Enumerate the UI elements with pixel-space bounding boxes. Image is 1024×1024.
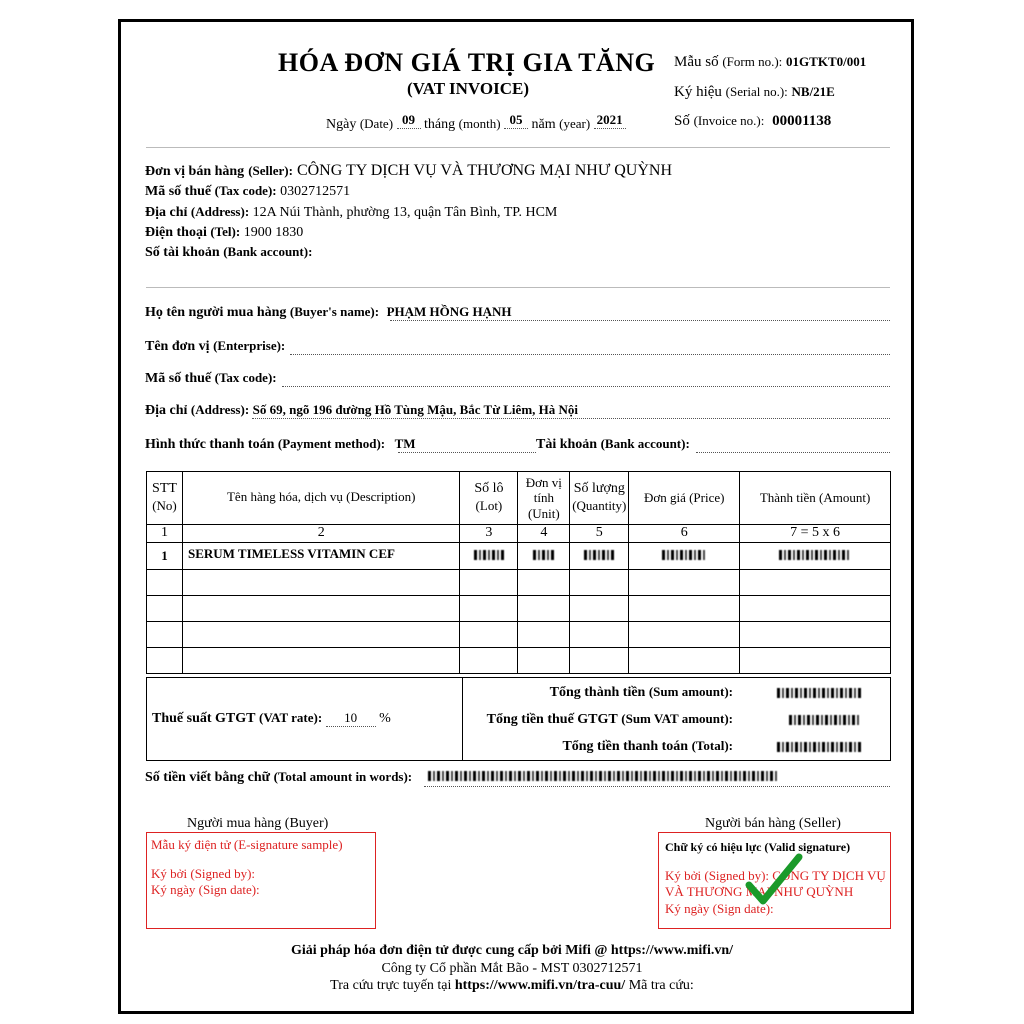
seller-bank-label-en: (Bank account): — [223, 244, 313, 259]
date-year: 2021 — [594, 112, 626, 129]
buyer-address: Số 69, ngõ 196 đường Hồ Tùng Mậu, Bắc Từ Liêm, Hà Nội — [252, 402, 579, 417]
seller-bank-line — [145, 244, 312, 261]
seller-sign-date: Ký ngày (Sign date): — [665, 901, 774, 916]
column-number-row — [147, 525, 891, 543]
buyer-tax-label-en: (Tax code): — [214, 370, 277, 385]
vat-sum-redacted — [789, 715, 861, 725]
invoice-no-line — [674, 113, 831, 130]
invoice-no-label-en: (Invoice no.): — [693, 113, 765, 128]
buyer-esign-sample: Mẫu ký điện tử (E-signature sample) — [151, 837, 343, 852]
buyer-enterprise-line — [145, 338, 285, 355]
header-no: STT (No) — [147, 472, 183, 525]
payment-label-en: (Payment method): — [277, 436, 386, 451]
total-label-en: (Total): — [691, 738, 733, 753]
lookup-prefix: Tra cứu trực tuyến tại — [330, 978, 452, 993]
vat-sum-label: Tổng tiền thuế GTGT — [486, 712, 618, 727]
seller-tax-line — [145, 183, 350, 200]
amount-words-underline — [424, 786, 890, 787]
seller-name-label: Đơn vị bán hàng — [145, 164, 245, 179]
totals-divider — [462, 678, 463, 760]
buyer-bank-label: Tài khoản — [536, 437, 598, 452]
header-unit: Đơn vị tính (Unit) — [518, 472, 570, 525]
buyer-tax-underline — [282, 386, 890, 387]
col-number: 2 — [182, 525, 459, 543]
items-table — [146, 471, 891, 674]
header-description: Tên hàng hóa, dịch vụ (Description) — [182, 472, 459, 525]
words-label: Số tiền viết bằng chữ — [145, 770, 271, 785]
form-no: 01GTKT0/001 — [786, 54, 867, 69]
seller-tax-code: 0302712571 — [280, 184, 351, 199]
header-price: Đơn giá (Price) — [629, 472, 740, 525]
seller-name-line — [145, 162, 672, 180]
header-quantity: Số lượng (Quantity) — [570, 472, 629, 525]
invoice-title: HÓA ĐƠN GIÁ TRỊ GIA TĂNG — [278, 48, 656, 77]
buyer-enterprise-underline — [290, 354, 890, 355]
year-label: năm — [531, 117, 556, 132]
lookup-url[interactable]: https://www.mifi.vn/tra-cuu/ — [454, 978, 626, 993]
vat-sum-line — [487, 711, 733, 728]
month-label: tháng — [424, 117, 456, 132]
buyer-tax-label: Mã số thuế — [145, 371, 212, 386]
seller-address-label: Địa chỉ — [145, 205, 188, 220]
payment-line — [145, 436, 416, 453]
date-label: Ngày — [326, 117, 357, 132]
buyer-name-label: Họ tên người mua hàng — [145, 305, 287, 320]
seller-signed-by: Ký bởi (Signed by): CÔNG TY DỊCH VỤ — [665, 868, 886, 883]
divider — [146, 147, 890, 148]
footer-lookup — [0, 978, 1024, 994]
buyer-sign-title: Người mua hàng (Buyer) — [187, 816, 329, 831]
vat-rate-label: Thuế suất GTGT — [152, 711, 256, 726]
seller-tel: 1900 1830 — [243, 225, 304, 240]
seller-tel-label-en: (Tel): — [210, 224, 241, 239]
serial-label-en: (Serial no.): — [725, 84, 788, 99]
percent-sign: % — [379, 711, 391, 726]
buyer-enterprise-label-en: (Enterprise): — [213, 338, 286, 353]
serial-no: NB/21E — [791, 84, 835, 99]
words-label-en: (Total amount in words): — [273, 769, 413, 784]
buyer-address-underline — [252, 418, 890, 419]
amount-words-redacted — [428, 771, 778, 781]
seller-address: 12A Núi Thành, phường 13, quận Tân Bình, TP. HCM — [252, 205, 558, 220]
invoice-no-label: Số — [674, 113, 690, 129]
payment-label: Hình thức thanh toán — [145, 437, 275, 452]
footer-provider: Giải pháp hóa đơn điện tử được cung cấp bởi Mifi @ https://www.mifi.vn/ — [290, 943, 734, 958]
vat-rate-label-en: (VAT rate): — [258, 710, 323, 725]
month-label-en: (month) — [458, 116, 501, 131]
serial-label: Ký hiệu — [674, 84, 722, 100]
buyer-name-label-en: (Buyer's name): — [289, 304, 380, 319]
seller-signed-by-2: VÀ THƯƠNG MẠI NHƯ QUỲNH — [665, 884, 854, 899]
buyer-name: PHẠM HỒNG HẠNH — [386, 304, 512, 319]
payment-underline — [398, 452, 536, 453]
col-number: 6 — [629, 525, 740, 543]
table-row — [147, 543, 891, 570]
serial-no-line — [674, 84, 835, 101]
col-number: 3 — [460, 525, 518, 543]
buyer-address-label: Địa chỉ — [145, 403, 188, 418]
table-row-empty — [147, 622, 891, 648]
row-description: SERUM TIMELESS VITAMIN CEF — [182, 543, 459, 570]
row-quantity-redacted — [570, 543, 629, 570]
buyer-tax-line — [145, 370, 277, 387]
col-number: 4 — [518, 525, 570, 543]
date-month: 05 — [504, 112, 528, 129]
seller-name-label-en: (Seller): — [248, 163, 293, 178]
vat-sum-label-en: (Sum VAT amount): — [621, 711, 733, 726]
row-price-redacted — [629, 543, 740, 570]
date-label-en: (Date) — [359, 116, 394, 131]
date-line — [326, 112, 626, 133]
seller-tax-label: Mã số thuế — [145, 184, 212, 199]
payment-method: TM — [394, 436, 416, 451]
form-label: Mẫu số — [674, 54, 719, 70]
header-lot: Số lô (Lot) — [460, 472, 518, 525]
divider — [146, 287, 890, 288]
seller-tel-line — [145, 224, 303, 241]
date-day: 09 — [397, 112, 421, 129]
sum-amount-line — [550, 684, 733, 701]
totals-box — [146, 677, 891, 761]
buyer-address-line — [145, 402, 578, 419]
col-number: 1 — [147, 525, 183, 543]
sum-amount-redacted — [777, 688, 861, 698]
row-unit-redacted — [518, 543, 570, 570]
total-line — [562, 738, 733, 755]
table-header-row — [147, 472, 891, 525]
buyer-signature-box — [146, 832, 376, 929]
vat-rate: 10 — [326, 710, 376, 727]
row-lot-redacted — [460, 543, 518, 570]
buyer-name-underline — [390, 320, 890, 321]
total-label: Tổng tiền thanh toán — [562, 739, 689, 754]
buyer-bank-underline — [696, 452, 890, 453]
buyer-signed-by: Ký bởi (Signed by): — [151, 866, 256, 881]
buyer-sign-date: Ký ngày (Sign date): — [151, 882, 260, 897]
sum-label-en: (Sum amount): — [648, 684, 733, 699]
table-row-empty — [147, 648, 891, 674]
table-row-empty — [147, 596, 891, 622]
col-number: 5 — [570, 525, 629, 543]
sum-label: Tổng thành tiền — [549, 685, 646, 700]
buyer-bank-label-en: (Bank account): — [600, 436, 690, 451]
check-mark-icon — [745, 851, 805, 911]
seller-sign-title: Người bán hàng (Seller) — [705, 816, 841, 831]
form-no-line — [674, 54, 866, 71]
seller-address-label-en: (Address): — [190, 204, 250, 219]
seller-address-line — [145, 204, 557, 221]
valid-signature-label: Chữ ký có hiệu lực (Valid signature) — [665, 840, 851, 854]
table-row-empty — [147, 570, 891, 596]
invoice-no: 00001138 — [772, 113, 832, 129]
seller-tel-label: Điện thoại — [145, 225, 207, 240]
footer-company: Công ty Cổ phần Mắt Bão - MST 0302712571 — [381, 961, 643, 976]
header-amount: Thành tiền (Amount) — [740, 472, 891, 525]
form-label-en: (Form no.): — [722, 54, 783, 69]
year-label-en: (year) — [559, 116, 591, 131]
lookup-code-label: Mã tra cứu: — [628, 978, 694, 993]
row-amount-redacted — [740, 543, 891, 570]
seller-signature-box — [658, 832, 891, 929]
seller-name: CÔNG TY DỊCH VỤ VÀ THƯƠNG MẠI NHƯ QUỲNH — [296, 162, 673, 179]
total-redacted — [777, 742, 861, 752]
buyer-name-line — [145, 304, 512, 321]
seller-bank-label: Số tài khoản — [145, 245, 220, 260]
seller-tax-label-en: (Tax code): — [214, 183, 277, 198]
row-no: 1 — [147, 543, 183, 570]
invoice-subtitle: (VAT INVOICE) — [407, 79, 529, 98]
buyer-bank-line — [536, 436, 690, 453]
col-number: 7 = 5 x 6 — [740, 525, 891, 543]
buyer-address-label-en: (Address): — [190, 402, 250, 417]
amount-words-line — [145, 769, 412, 786]
vat-rate-line — [152, 710, 391, 727]
buyer-enterprise-label: Tên đơn vị — [145, 339, 210, 354]
